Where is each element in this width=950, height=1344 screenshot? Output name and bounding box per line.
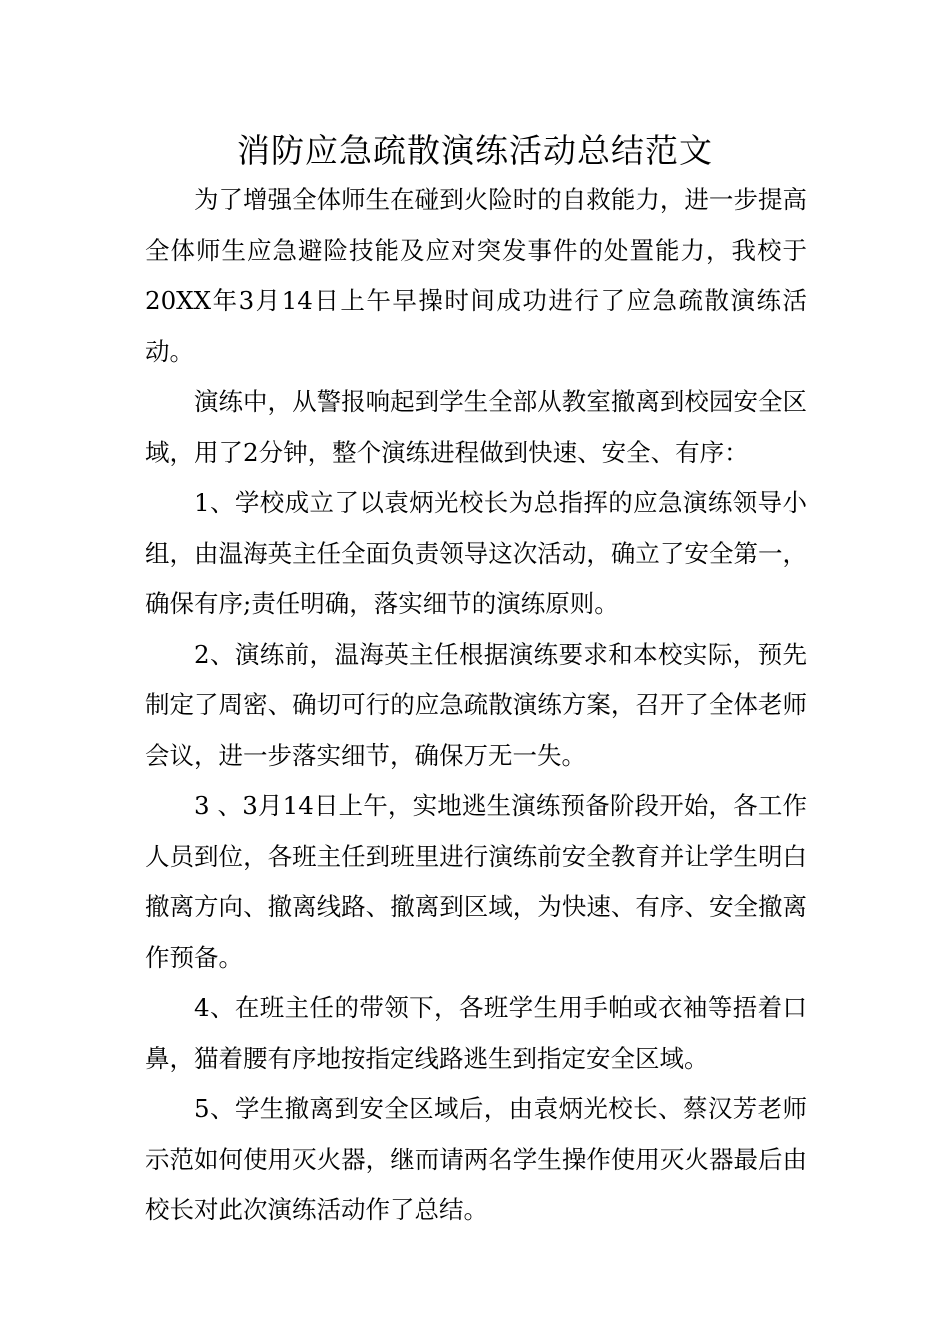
paragraph-item-2: 2、演练前，温海英主任根据演练要求和本校实际，预先制定了周密、确切可行的应急疏散演练方案，召开了全体老师会议，进一步落实细节，确保万无一失。 (145, 639, 807, 770)
paragraph-overview: 演练中，从警报响起到学生全部从教室撤离到校园安全区域，用了2分钟，整个演练进程做到快速、安全、有序： (145, 387, 807, 467)
paragraph-item-5: 5、学生撤离到安全区域后，由袁炳光校长、蔡汉芳老师示范如何使用灭火器，继而请两名学生操作使用灭火器最后由校长对此次演练活动作了总结。 (145, 1094, 807, 1224)
document-title: 消防应急疏散演练活动总结范文 (237, 131, 713, 170)
paragraph-item-4: 4、在班主任的带领下，各班学生用手帕或衣袖等捂着口鼻，猫着腰有序地按指定线路逃生到指定安全区域。 (145, 993, 807, 1073)
document-body (145, 175, 807, 1236)
paragraph-item-3: 3 、3月14日上午，实地逃生演练预备阶段开始，各工作人员到位，各班主任到班里进行演练前安全教育并让学生明白撤离方向、撤离线路、撤离到区域，为快速、有序、安全撤离作预备。 (145, 791, 807, 972)
paragraph-item-1: 1、学校成立了以袁炳光校长为总指挥的应急演练领导小组，由温海英主任全面负责领导这次活动，确立了安全第一，确保有序;责任明确，落实细节的演练原则。 (145, 488, 807, 618)
paragraph-intro: 为了增强全体师生在碰到火险时的自救能力，进一步提高全体师生应急避险技能及应对突发事件的处置能力，我校于20XX年3月14日上午早操时间成功进行了应急疏散演练活动。 (145, 185, 807, 366)
